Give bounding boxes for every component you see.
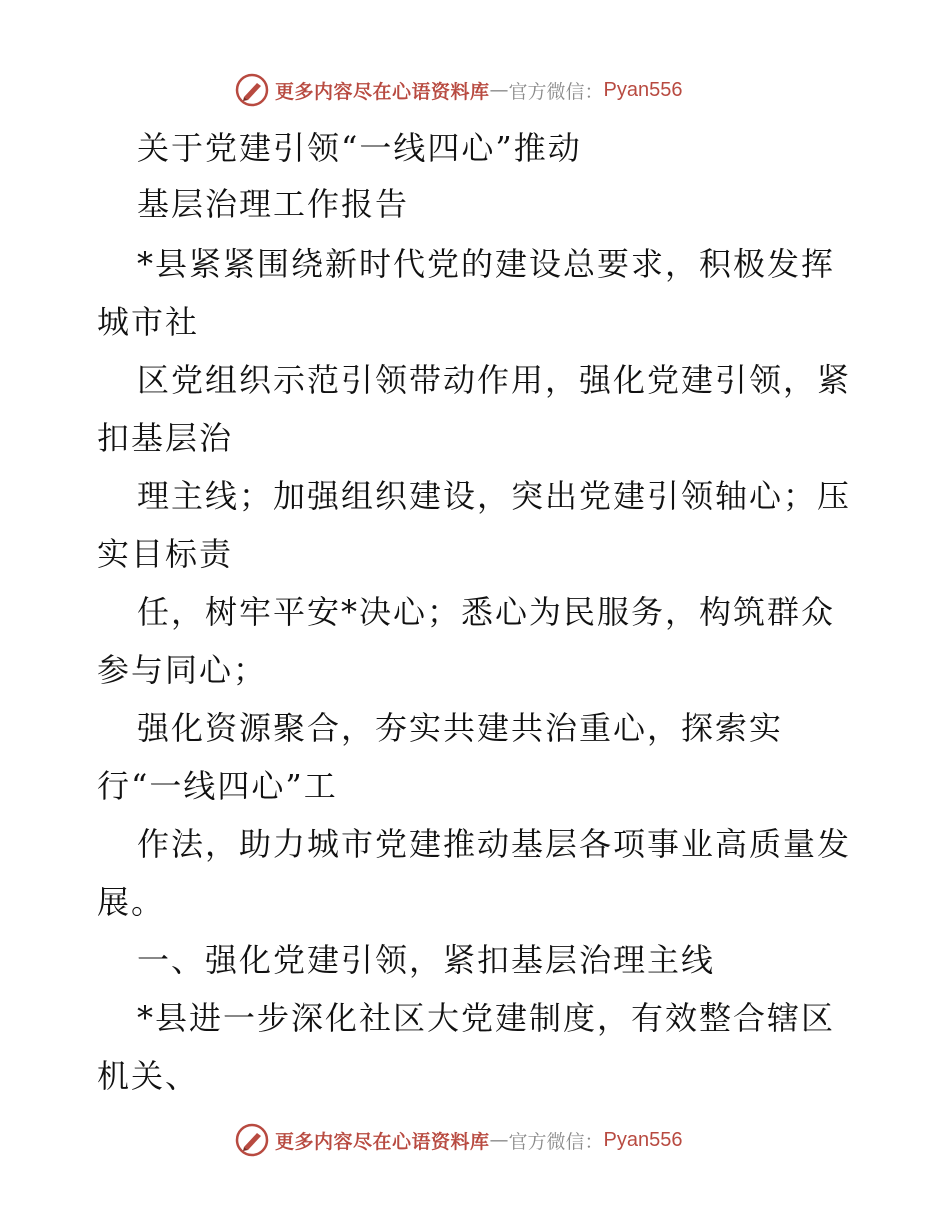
paragraph-line: 区党组织示范引领带动作用，强化党建引领，紧 [137,361,852,399]
paragraph-line: 作法，助力城市党建推动基层各项事业高质量发 [137,825,852,863]
watermark-wechat-id: Pyan556 [603,78,683,101]
watermark-brand: 更多内容尽在心语资料库 [275,80,490,103]
pen-logo-icon [235,1123,269,1157]
section-heading: 一、强化党建引领，紧扣基层治理主线 [137,941,716,979]
document-body [0,120,950,1110]
paragraph-line: 展。 [97,883,166,921]
watermark-separator: — [489,79,509,101]
paragraph-line: 强化资源聚合，夯实共建共治重心，探索实 [137,709,784,747]
title-line-1: 关于党建引领“一线四心”推动 [137,129,582,167]
pen-logo-icon [235,73,269,107]
paragraph-line: 实目标责 [97,535,234,573]
paragraph-line: 行“一线四心”工 [97,767,338,805]
paragraph-line: 理主线；加强组织建设，突出党建引领轴心；压 [137,477,852,515]
paragraph-line: 任，树牢平安*决心；悉心为民服务，构筑群众 [137,593,836,631]
watermark-separator: — [489,1129,509,1151]
watermark-wechat-label: 官方微信： [508,1130,604,1153]
paragraph-line: 机关、 [97,1057,200,1095]
watermark-banner-bottom [235,1122,683,1158]
paragraph-line: 城市社 [97,303,200,341]
watermark-banner-top [235,72,683,108]
paragraph-line: 扣基层治 [97,419,234,457]
watermark-brand: 更多内容尽在心语资料库 [275,1130,490,1153]
paragraph-line: *县进一步深化社区大党建制度，有效整合辖区 [137,999,836,1037]
paragraph-line: 参与同心； [97,651,268,689]
watermark-wechat-id: Pyan556 [603,1128,683,1151]
paragraph-line: *县紧紧围绕新时代党的建设总要求，积极发挥 [137,245,836,283]
title-line-2: 基层治理工作报告 [137,185,410,223]
watermark-wechat-label: 官方微信： [508,80,604,103]
